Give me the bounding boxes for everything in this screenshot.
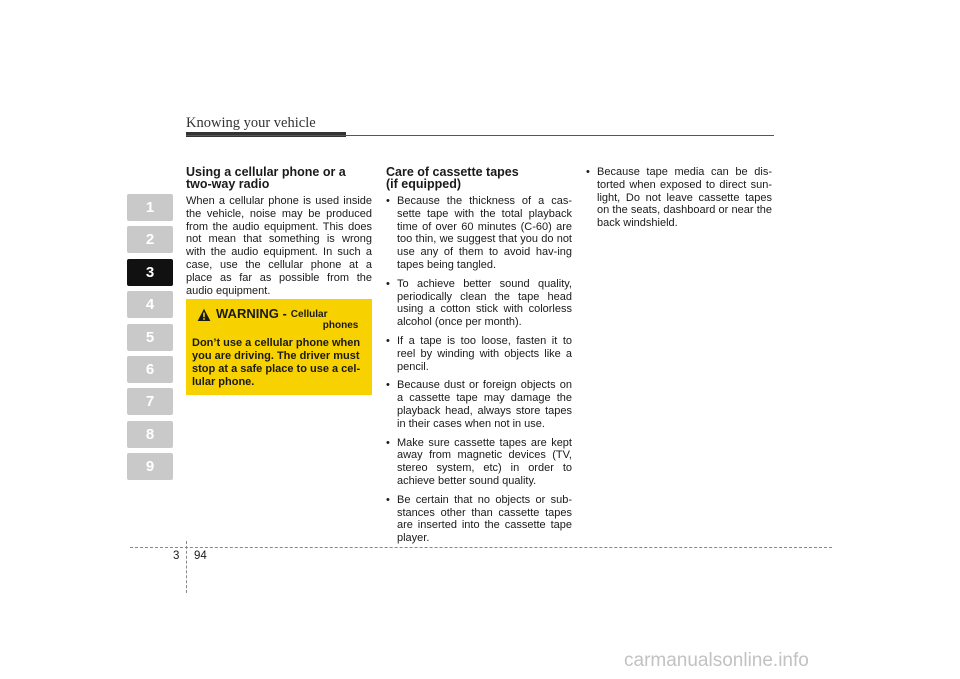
chapter-tab-7: 7 [127,388,173,415]
warning-label: WARNING - [216,306,287,321]
list-item: • Because the thickness of a cas-sette tape with the total playback time of over 60 minutes (C-60) are too thin, we suggest that you do not use any of them to avoid hav-ing tapes being tangled. [386,195,572,272]
section-heading-cassette [386,166,572,190]
list-item: • Make sure cassette tapes are kept away from magnetic devices (TV, stereo system, etc) in order to achieve better sound quality. [386,437,572,488]
page-chapter-number: 3 [173,550,180,562]
watermark: carmanualsonline.info [624,650,809,671]
cellular-paragraph: When a cellular phone is used inside the vehicle, noise may be produced from the audio equipment. This does not mean that something is wrong with the audio equipment. In such a case, use the cellular phone at a place as far as possible from the audio equipment. [186,195,372,297]
warning-subject-line: phones [322,320,359,331]
list-item: • If a tape is too loose, fasten it to reel by winding with objects like a pencil. [386,335,572,373]
chapter-tab-5: 5 [127,324,173,351]
cassette-care-list-continued [586,166,772,230]
middle-column [386,166,572,551]
chapter-index-tabs [127,194,173,486]
cassette-care-list [386,195,572,545]
list-item: • Because tape media can be dis-torted when exposed to direct sun-light, Do not leave cassette tapes on the seats, dashboard or near the back windshield. [586,166,772,230]
chapter-tab-9: 9 [127,453,173,480]
footer-rule [130,547,832,548]
warning-text: Don’t use a cellular phone when you are driving. The driver must stop at a safe place to use a cel-lular phone. [192,337,361,388]
warning-header [192,307,366,331]
chapter-tab-1: 1 [127,194,173,221]
chapter-tab-2: 2 [127,226,173,253]
heading-line: Using a cellular phone or a [186,165,346,179]
heading-line: (if equipped) [386,177,461,191]
header-rule [186,135,774,136]
list-item: • Because dust or foreign objects on a cassette tape may damage the playback head, always store tapes in their cases when not in use. [386,379,572,430]
footer-divider [186,541,187,593]
left-column [186,166,372,297]
page-header-title: Knowing your vehicle [186,115,316,131]
page-number: 94 [194,550,207,562]
heading-line: Care of cassette tapes [386,165,519,179]
warning-box [186,299,372,395]
warning-triangle-icon [197,308,211,322]
chapter-tab-6: 6 [127,356,173,383]
right-column [586,166,772,236]
warning-subject [291,309,359,331]
heading-line: two-way radio [186,177,270,191]
chapter-tab-4: 4 [127,291,173,318]
list-item: • To achieve better sound quality, periodically clean the tape head using a cotton stick with colorless alcohol (once per month). [386,278,572,329]
section-heading-cellular [186,166,372,190]
chapter-tab-8: 8 [127,421,173,448]
list-item: • Be certain that no objects or sub-stances other than cassette tapes are inserted into the cassette tape player. [386,494,572,545]
chapter-tab-3: 3 [127,259,173,286]
warning-subject-line: Cellular [290,309,328,320]
